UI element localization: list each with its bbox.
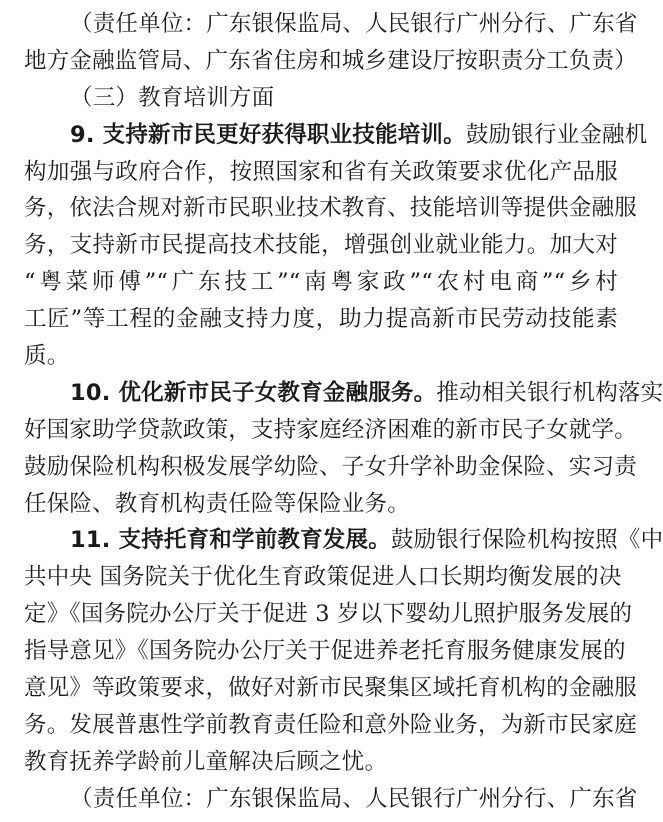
paragraph-item-10 — [24, 375, 663, 523]
text-line: 工匠”等工程的金融支持力度，助力提高新市民劳动技能素 — [24, 306, 618, 333]
text-line: 意见》等政策要求，做好对新市民聚集区域托育机构的金融服 — [24, 675, 637, 702]
text-line — [24, 375, 663, 412]
item-title: 9. 支持新市民更好获得职业技能培训。 — [70, 121, 466, 148]
text-line: 定》《国务院办公厅关于促进 3 岁以下婴幼儿照护服务发展的 — [24, 601, 633, 628]
text-line: 指导意见》《国务院办公厅关于促进养老托育服务健康发展的 — [24, 638, 626, 665]
text-line: 教育抚养学龄前儿童解决后顾之忧。 — [24, 748, 388, 775]
item-text: 鼓励银行保险机构按照《中 — [390, 527, 663, 554]
text-line: 任保险、教育机构责任险等保险业务。 — [24, 490, 410, 517]
text-line: 务，支持新市民提高技术技能，增强创业就业能力。加大对 — [24, 232, 618, 259]
responsibility-note — [24, 781, 638, 818]
responsibility-note — [24, 6, 638, 80]
item-title: 11. 支持托育和学前教育发展。 — [70, 527, 391, 554]
text-line — [24, 117, 648, 154]
section-heading: （三）教育培训方面 — [70, 84, 275, 111]
item-text: 推动相关银行机构落实 — [436, 379, 663, 406]
text-line: 鼓励保险机构积极发展学幼险、子女升学补助金保险、实习责 — [24, 453, 637, 480]
text-line: 构加强与政府合作，按照国家和省有关政策要求优化产品服 — [24, 158, 618, 185]
text-line — [24, 522, 663, 559]
text-line: 好国家助学贷款政策，支持家庭经济困难的新市民子女就学。 — [24, 416, 637, 443]
text-line: 务。发展普惠性学前教育责任险和意外险业务，为新市民家庭 — [24, 711, 637, 738]
text-line: 务，依法合规对新市民职业技术教育、技能培训等提供金融服 — [24, 195, 637, 222]
text-line: 共中央 国务院关于优化生育政策促进人口长期均衡发展的决 — [24, 564, 622, 591]
text-line: “粤菜师傅”“广东技工”“南粤家政”“农村电商”“乡村 — [24, 269, 618, 296]
text-line: （责任单位：广东银保监局、人民银行广州分行、广东省 — [70, 11, 638, 37]
paragraph-item-11 — [24, 522, 663, 780]
paragraph-item-9 — [24, 117, 648, 375]
item-title: 10. 优化新市民子女教育金融服务。 — [70, 379, 437, 406]
text-line: 质。 — [24, 343, 70, 370]
item-text: 鼓励银行业金融机 — [465, 121, 648, 148]
text-line: 地方金融监管局、广东省住房和城乡建设厅按职责分工负责） — [24, 47, 637, 74]
text-line: （责任单位：广东银保监局、人民银行广州分行、广东省 — [70, 785, 638, 812]
